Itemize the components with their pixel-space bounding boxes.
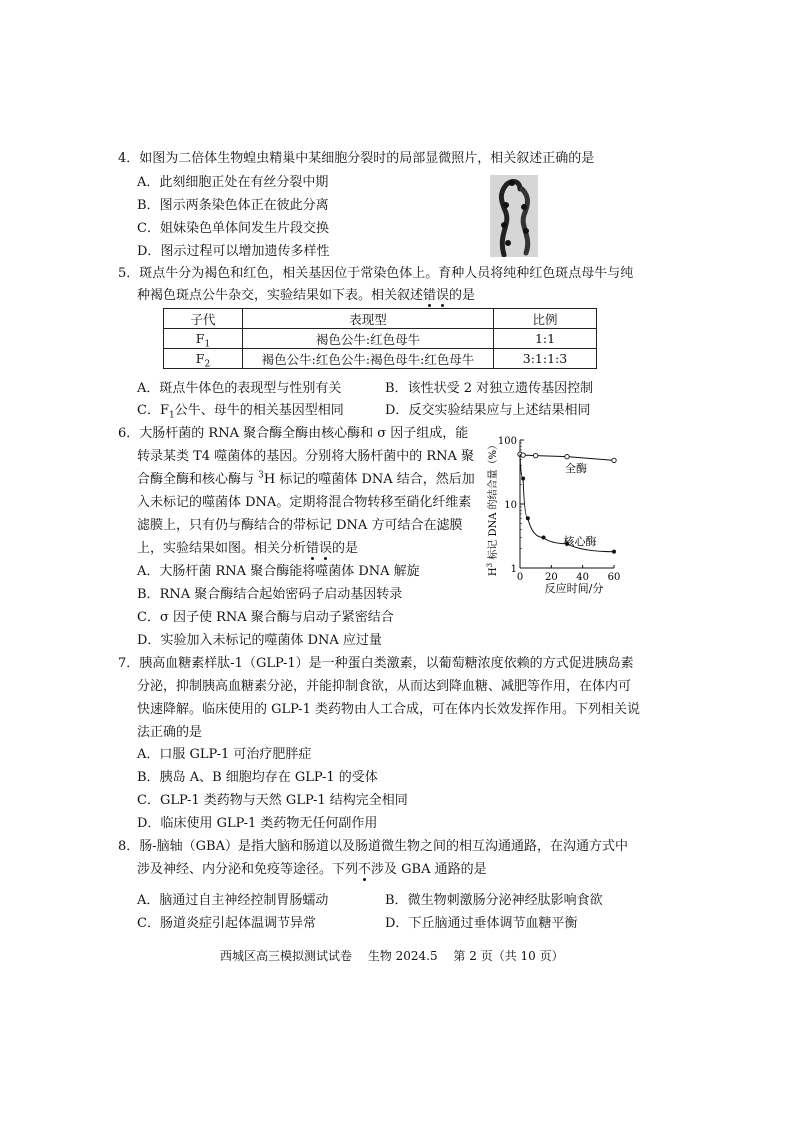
q4-option-b: B．图示两条染色体正在彼此分离 [137,198,329,213]
q5-option-a: A．斑点牛体色的表现型与性别有关 [137,381,342,396]
q5-option-c: C．$F_1$公牛、母牛的相关基因型相同 [137,403,344,421]
data-point [612,550,616,554]
chart-y-label: $H^3$ 标记 DNA 的结合量（%） [486,439,499,577]
x-tick-label: 0 [516,572,524,583]
table-header-row: 子代 表现型 比例 [164,309,597,329]
q5-option-b: B．该性状受 2 对独立遗传基因控制 [385,381,594,396]
binding-chart [484,430,634,598]
q6-option-a: A．大肠杆菌 RNA 聚合酶能将噬菌体 DNA 解旋 [137,564,420,579]
q4-stem: 4．如图为二倍体生物蝗虫精巢中某细胞分裂时的局部显微照片，相关叙述正确的是 [118,151,595,166]
q6-stem-line5: 滤膜上，只有仍与酶结合的带标记 DNA 方可结合在滤膜 [137,518,463,533]
q7-option-b: B．胰岛 A、B 细胞均存在 GLP-1 的受体 [137,770,378,785]
q8-option-c: C．肠道炎症引起体温调节异常 [137,916,316,931]
data-point [565,454,569,458]
y-tick-label: 10 [504,500,517,511]
q6-stem-line4: 入未标记的噬菌体 DNA。定期将混合物转移至硝化纤维素 [137,495,472,510]
q8-option-b: B．微生物刺激肠分泌神经肽影响食欲 [385,893,603,908]
data-point [542,535,546,539]
table-row: $F_2$ 褐色公牛:红色公牛:褐色母牛:红色母牛 3:1:1:3 [164,349,597,369]
q6-option-d: D．实验加入未标记的噬菌体 DNA 应过量 [137,633,382,648]
q7-stem-line3: 快速降解。临床使用的 GLP-1 类药物由人工合成，可在体内长效发挥作用。下列相关说 [137,702,640,717]
q5-table [163,308,597,369]
q8-option-a: A．脑通过自主神经控制胃肠蠕动 [137,893,329,908]
q8-stem-line2: 涉及神经、内分泌和免疫等途径。下列不涉及 GBA 通路的是 [137,862,487,877]
q7-option-d: D．临床使用 GLP-1 类药物无任何副作用 [137,816,378,831]
q7-option-a: A．口服 GLP-1 可治疗肥胖症 [137,747,312,762]
x-tick-label: 40 [576,572,590,583]
q6-stem-line3: 合酶全酶和核心酶与 $^3$H 标记的噬菌体 DNA 结合，然后加 [137,470,475,487]
chart-axes [498,436,620,583]
q6-stem-line6: 上，实验结果如图。相关分析错误的是 [137,541,359,556]
x-tick-label: 20 [544,572,558,583]
q6-option-b: B．RNA 聚合酶结合起始密码子启动基因转录 [137,587,403,602]
q7-stem-line2: 分泌，抑制胰高血糖素分泌，并能抑制食欲，从而达到降血糖、减肥等作用，在体内可 [137,679,632,694]
q5-stem-line2: 种褐色斑点公牛杂交，实验结果如下表。相关叙述错误的是 [137,288,476,303]
q5-option-d: D．反交实验结果应与上述结果相同 [385,403,591,418]
q4-option-c: C．姐妹染色单体间发生片段交换 [137,221,329,236]
q7-stem-line4: 法正确的是 [137,725,203,740]
page-footer: 西城区高三模拟测试试卷 生物 2024.5 第 2 页（共 10 页） [220,949,564,963]
q4-option-d: D．图示过程可以增加遗传多样性 [137,244,330,259]
q8-option-d: D．下丘脑通过垂体调节血糖平衡 [385,916,578,931]
chromosome-micrograph [490,175,538,257]
q4-option-a: A．此刻细胞正处在有丝分裂中期 [137,175,329,190]
chart-x-label: 反应时间/分 [544,582,604,595]
chart-marks [518,452,616,554]
q6-option-c: C．σ 因子使 RNA 聚合酶与启动子紧密结合 [137,610,394,625]
data-point [612,458,616,462]
q8-stem-line1: 8．肠-脑轴（GBA）是指大脑和肠道以及肠道微生物之间的相互沟通通路，在沟通方式中 [118,839,629,854]
q6-stem-line2: 转录某类 T4 噬菌体的基因。分别将大肠杆菌中的 RNA 聚 [137,449,475,464]
q7-stem-line1: 7．胰高血糖素样肽-1（GLP-1）是一种蛋白类激素，以葡萄糖浓度依赖的方式促进胰岛素 [118,656,634,671]
data-point [526,516,530,520]
q5-stem-line1: 5．斑点牛分为褐色和红色，相关基因位于常染色体上。育种人员将纯种红色斑点母牛与纯 [118,266,634,281]
y-tick-label: 1 [510,564,517,575]
q6-stem-line1: 6．大肠杆菌的 RNA 聚合酶全酶由核心酶和 σ 因子组成，能 [118,426,469,441]
table-row: $F_1$ 褐色公牛:红色母牛 1:1 [164,329,597,349]
data-point [521,477,525,481]
data-point [521,453,525,457]
series-label: 全酶 [565,462,587,475]
x-tick-label: 60 [607,572,621,583]
y-tick-label: 100 [497,436,517,447]
series-label: 核心酶 [563,535,597,548]
data-point [533,453,537,457]
q7-option-c: C．GLP-1 类药物与天然 GLP-1 结构完全相同 [137,793,408,808]
